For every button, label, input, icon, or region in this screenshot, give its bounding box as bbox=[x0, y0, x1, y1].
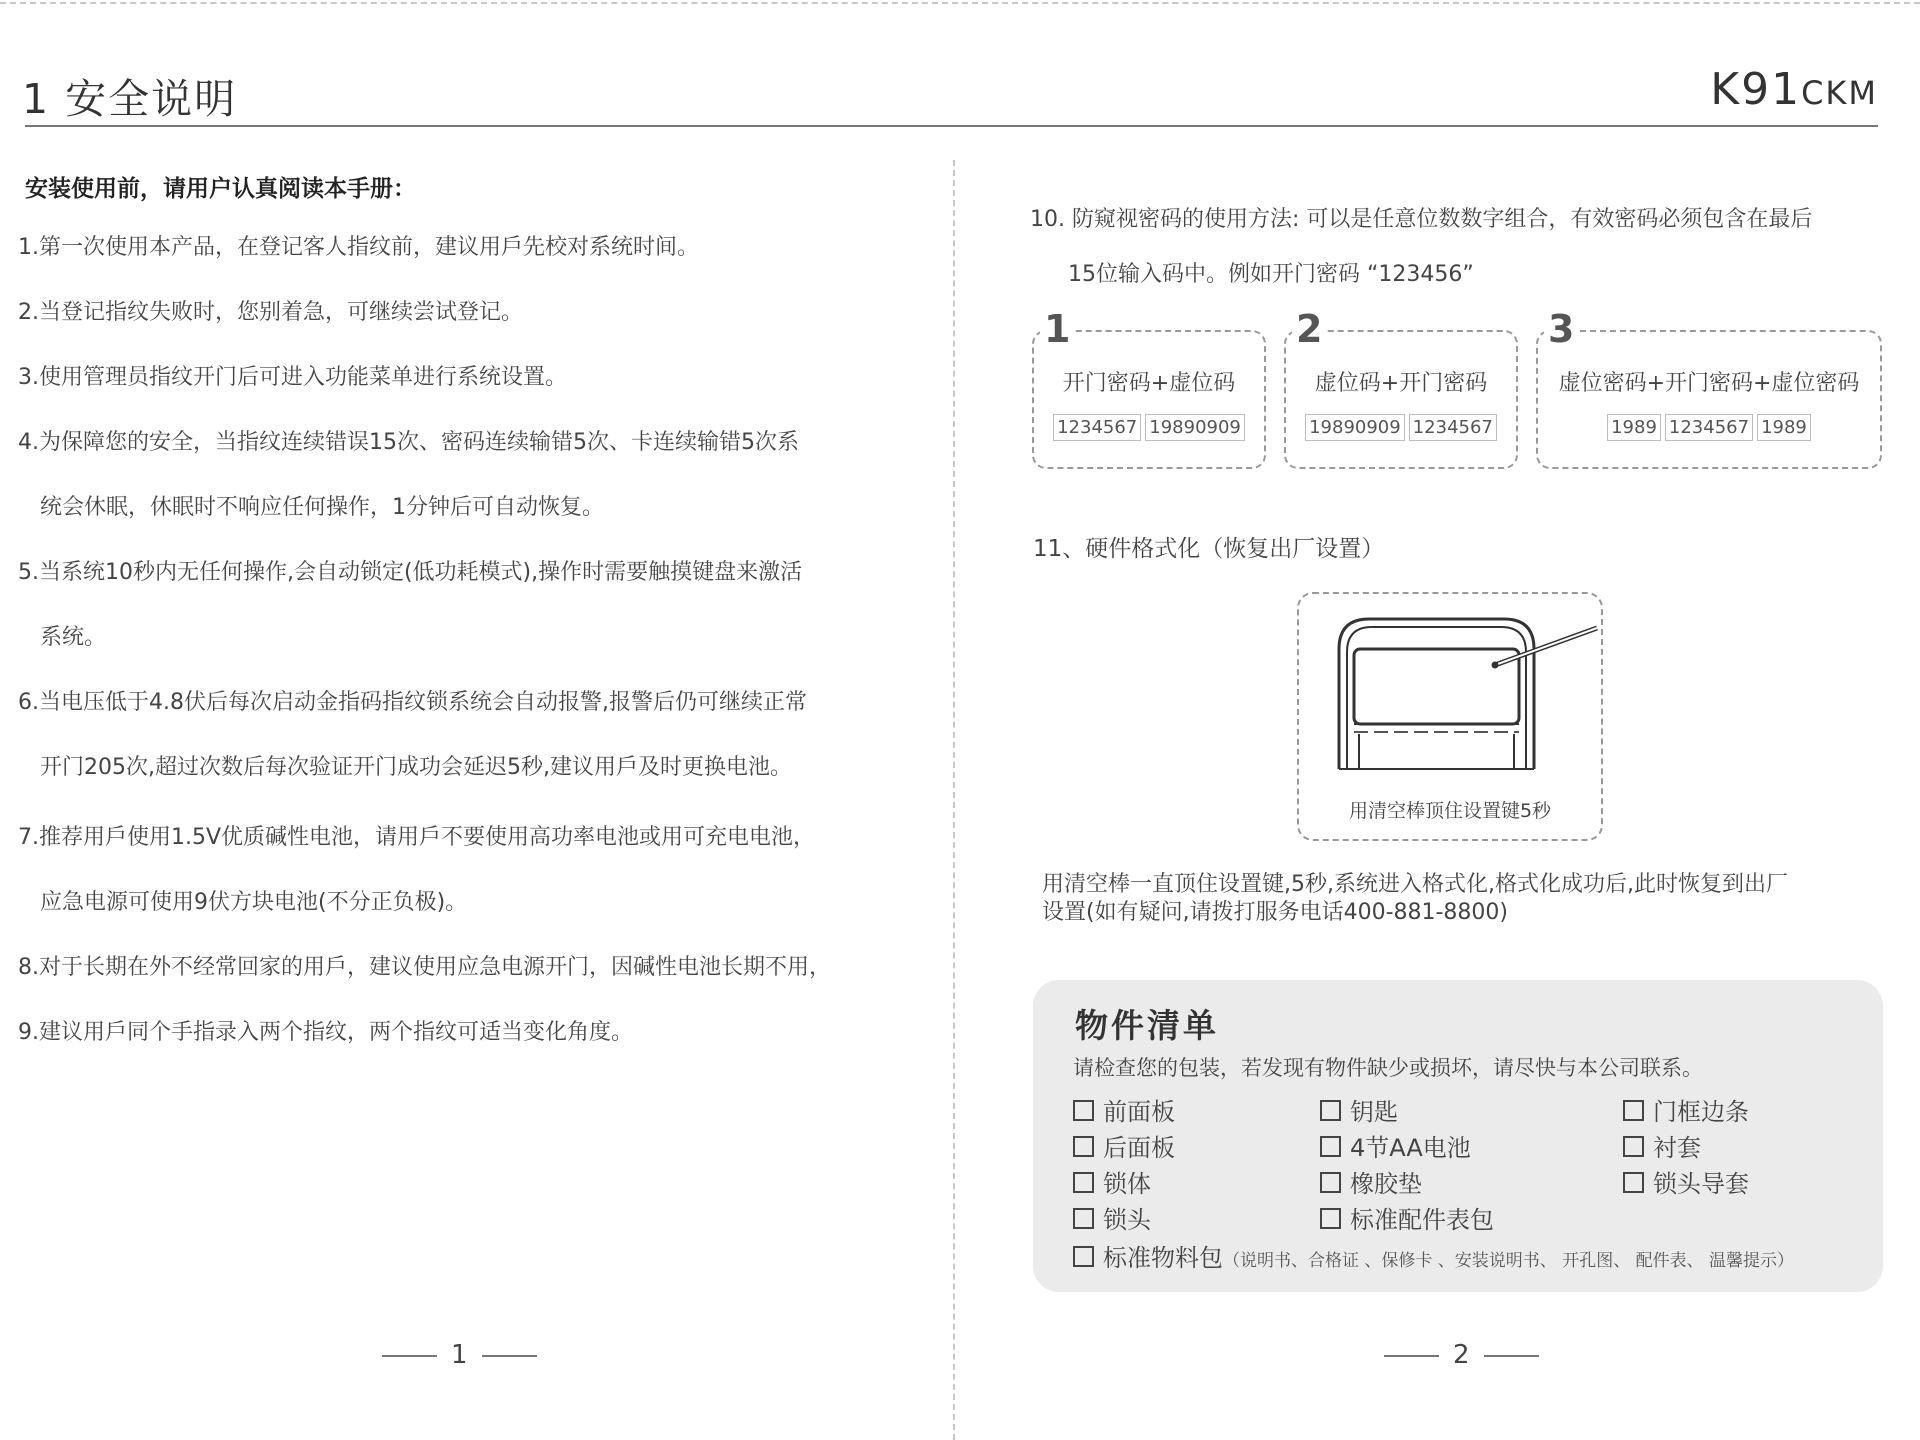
illustration-caption: 用清空棒顶住设置键5秒 bbox=[1348, 800, 1552, 822]
example-label: 虚位密码+开门密码+虚位密码 bbox=[1558, 371, 1860, 396]
checklist-item bbox=[1623, 1128, 1701, 1163]
page-number-text: 2 bbox=[1453, 1340, 1470, 1370]
checklist-item bbox=[1320, 1128, 1471, 1163]
example-label: 虚位码+开门密码 bbox=[1314, 371, 1488, 396]
checklist-item bbox=[1073, 1238, 1794, 1273]
code-chip: 1234567 bbox=[1409, 414, 1497, 441]
checklist-item-label: 锁体 bbox=[1103, 1170, 1151, 1198]
checklist-item bbox=[1623, 1092, 1749, 1127]
example-chips bbox=[1286, 414, 1516, 441]
note-3: 3.使用管理员指纹开门后可进入功能菜单进行系统设置。 bbox=[18, 365, 567, 390]
page-number-rule bbox=[382, 1355, 437, 1357]
page-number-text: 1 bbox=[451, 1340, 468, 1370]
checklist-item-label: 钥匙 bbox=[1350, 1098, 1398, 1126]
model-number: K91 bbox=[1710, 64, 1802, 115]
code-chip: 1234567 bbox=[1665, 414, 1753, 441]
checklist-item-label: 门框边条 bbox=[1653, 1098, 1749, 1126]
note-9: 9.建议用戶同个手指录入两个指纹，两个指纹可适当变化角度。 bbox=[18, 1020, 633, 1045]
checkbox[interactable] bbox=[1073, 1246, 1094, 1267]
code-chip: 19890909 bbox=[1145, 414, 1245, 441]
checklist-item-label: 标准物料包 bbox=[1103, 1244, 1223, 1272]
example-chips bbox=[1538, 414, 1880, 441]
checkbox[interactable] bbox=[1320, 1208, 1341, 1229]
checklist-item bbox=[1320, 1164, 1422, 1199]
note-1: 1.第一次使用本产品，在登记客人指纹前，建议用戶先校对系统时间。 bbox=[18, 235, 699, 260]
checkbox[interactable] bbox=[1623, 1172, 1644, 1193]
checklist-item-label: 后面板 bbox=[1103, 1134, 1175, 1162]
sec10-line2: 15位输入码中。例如开门密码 “123456” bbox=[1068, 262, 1474, 287]
checkbox[interactable] bbox=[1073, 1172, 1094, 1193]
checkbox[interactable] bbox=[1073, 1208, 1094, 1229]
checklist-item-note: （说明书、合格证 、保修卡 、安装说明书、 开孔图、 配件表、 温馨提示） bbox=[1223, 1251, 1795, 1271]
example-number: 3 bbox=[1544, 310, 1578, 348]
checklist-item bbox=[1073, 1128, 1175, 1163]
checklist-item bbox=[1073, 1164, 1151, 1199]
code-chip: 1989 bbox=[1757, 414, 1811, 441]
checklist-item bbox=[1073, 1200, 1151, 1235]
note-6: 6.当电压低于4.8伏后每次启动金指码指纹锁系统会自动报警,报警后仍可继续正常 bbox=[18, 690, 807, 715]
example-chips bbox=[1034, 414, 1264, 441]
checklist-item bbox=[1623, 1164, 1749, 1199]
checkbox[interactable] bbox=[1073, 1100, 1094, 1121]
password-example-3 bbox=[1536, 307, 1882, 469]
header-rule bbox=[25, 125, 1878, 127]
checkbox[interactable] bbox=[1320, 1172, 1341, 1193]
checkbox[interactable] bbox=[1073, 1136, 1094, 1157]
note-2: 2.当登记指纹失败时，您别着急，可继续尝试登记。 bbox=[18, 300, 523, 325]
page-number-rule bbox=[1484, 1355, 1539, 1357]
model-suffix: CKM bbox=[1801, 74, 1878, 112]
note-7: 7.推荐用戶使用1.5V优质碱性电池，请用戶不要使用高功率电池或用可充电电池， bbox=[18, 825, 816, 850]
page-number-left bbox=[368, 1340, 551, 1370]
note-8: 8.对于长期在外不经常回家的用戶，建议使用应急电源开门，因碱性电池长期不用， bbox=[18, 955, 831, 980]
note-4: 4.为保障您的安全，当指纹连续错误15次、密码连续输错5次、卡连续输错5次系 bbox=[18, 430, 799, 455]
password-example-2 bbox=[1284, 307, 1518, 469]
note-4-cont: 统会休眠，休眠时不响应任何操作，1分钟后可自动恢复。 bbox=[40, 495, 604, 520]
note-5-cont: 系统。 bbox=[40, 625, 107, 650]
checklist-note: 请检查您的包装，若发现有物件缺少或损坏，请尽快与本公司联系。 bbox=[1073, 1056, 1703, 1080]
checkbox[interactable] bbox=[1623, 1136, 1644, 1157]
note-5: 5.当系统10秒内无任何操作,会自动锁定(低功耗模式),操作时需要触摸键盘来激活 bbox=[18, 560, 803, 585]
checklist-item-label: 4节AA电池 bbox=[1350, 1134, 1471, 1162]
checklist-item-label: 前面板 bbox=[1103, 1098, 1175, 1126]
note-7-cont: 应急电源可使用9伏方块电池(不分正负极)。 bbox=[40, 890, 468, 915]
checkbox[interactable] bbox=[1320, 1136, 1341, 1157]
page-number-rule bbox=[482, 1355, 537, 1357]
checklist-item bbox=[1073, 1092, 1175, 1127]
sec11-title: 11、硬件格式化（恢复出厂设置） bbox=[1033, 536, 1385, 562]
checklist-item bbox=[1320, 1200, 1494, 1235]
code-chip: 1234567 bbox=[1053, 414, 1141, 441]
checkbox[interactable] bbox=[1623, 1100, 1644, 1121]
password-example-1 bbox=[1032, 307, 1266, 469]
checklist-item-label: 锁头 bbox=[1103, 1206, 1151, 1234]
checklist-item-label: 衬套 bbox=[1653, 1134, 1701, 1162]
page-number-right bbox=[1370, 1340, 1553, 1370]
code-chip: 19890909 bbox=[1305, 414, 1405, 441]
code-chip: 1989 bbox=[1607, 414, 1661, 441]
checklist-item-label: 标准配件表包 bbox=[1350, 1206, 1494, 1234]
top-fold-line bbox=[0, 2, 1920, 4]
model-name bbox=[1710, 64, 1878, 115]
example-label: 开门密码+虚位码 bbox=[1062, 371, 1236, 396]
sec10-line1: 10. 防窥视密码的使用方法: 可以是任意位数数字组合，有效密码必须包含在最后 bbox=[1030, 207, 1813, 232]
sec11-desc-line1: 用清空棒一直顶住设置键,5秒,系统进入格式化,格式化成功后,此时恢复到出厂 bbox=[1042, 872, 1788, 897]
checklist-title: 物件清单 bbox=[1075, 1006, 1219, 1045]
example-number: 1 bbox=[1040, 310, 1074, 348]
intro-heading: 安装使用前，请用户认真阅读本手册： bbox=[25, 176, 416, 202]
reset-illustration bbox=[1297, 592, 1603, 841]
note-6-cont: 开门205次,超过次数后每次验证开门成功会延迟5秒,建议用戶及时更换电池。 bbox=[40, 755, 792, 780]
packing-checklist bbox=[1033, 980, 1883, 1292]
checklist-item-label: 锁头导套 bbox=[1653, 1170, 1749, 1198]
section-title: 1 安全说明 bbox=[22, 75, 238, 123]
center-fold-line bbox=[953, 160, 955, 1440]
page-number-rule bbox=[1384, 1355, 1439, 1357]
checkbox[interactable] bbox=[1320, 1100, 1341, 1121]
checklist-item-label: 橡胶垫 bbox=[1350, 1170, 1422, 1198]
sec11-desc-line2: 设置(如有疑问,请拨打服务电话400-881-8800) bbox=[1042, 900, 1509, 925]
lock-reset-diagram bbox=[1299, 594, 1601, 789]
checklist-item bbox=[1320, 1092, 1398, 1127]
example-number: 2 bbox=[1292, 310, 1326, 348]
